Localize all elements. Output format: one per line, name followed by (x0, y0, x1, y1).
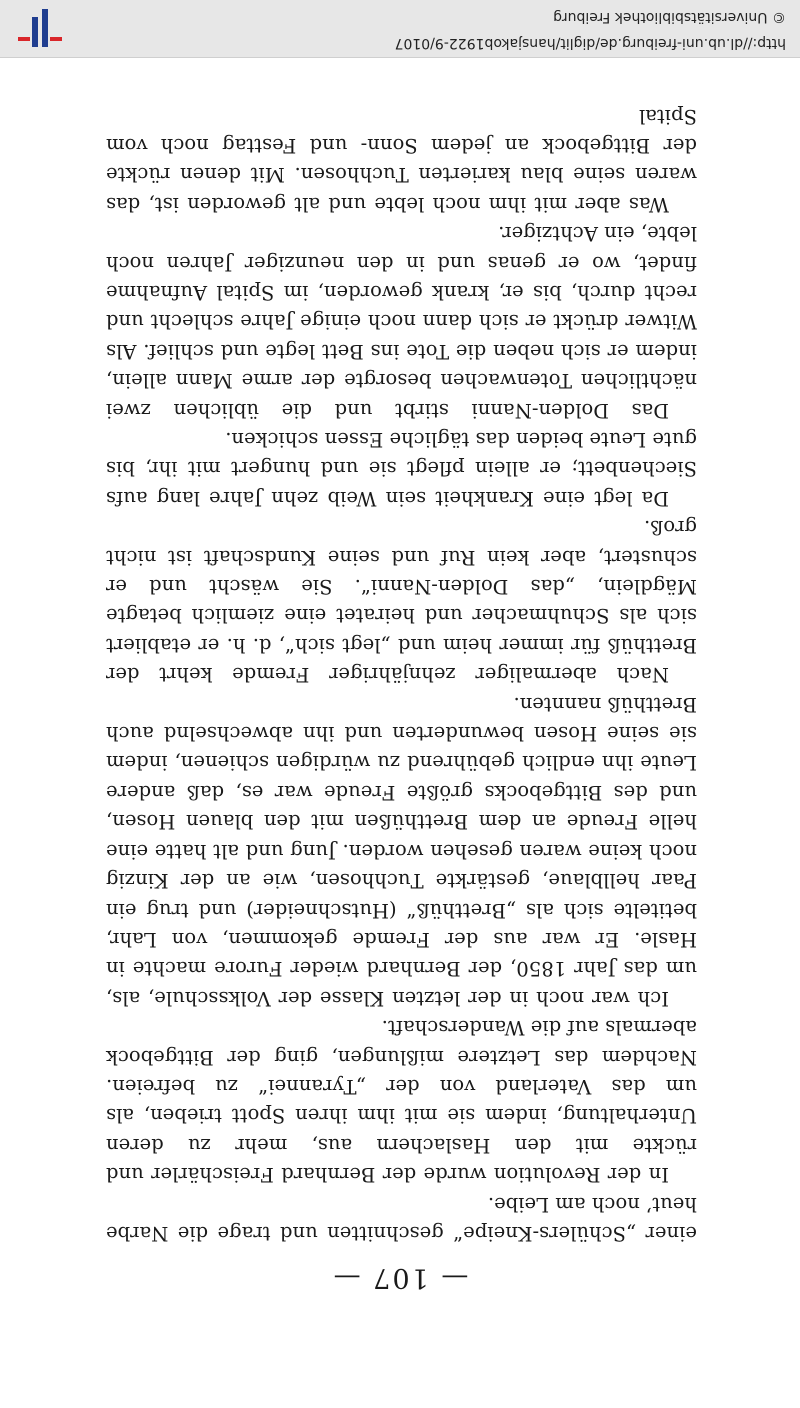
paragraph: Nach abermaliger zehnjähriger Fremde kehrt der Bretthüß für immer heim und „legt sich“, d. h. er etabliert sich als Schuhmacher und heiratet eine ziemlich betagte Mägdlein, „das Dolden-Nanni“. Sie wäscht und er schustert, aber kein Ruf und seine Kundschaft ist nicht groß. (106, 516, 697, 687)
paragraph: Da legt eine Krankheit sein Weib zehn Jahre lang aufs Siechenbett; er allein pflegt sie und hungert mit ihr, bis gute Leute beiden das tägliche Essen schicken. (106, 428, 697, 510)
ub-freiburg-logo-icon (14, 7, 62, 49)
permalink-url[interactable]: http://dl.ub.uni-freiburg.de/diglit/hansjakob1922-9/0107 (394, 35, 786, 51)
paragraph: Ich war noch in der letzten Klasse der Volksschule, als, um das Jahr 1850, der Bernhard wieder Furore machte in Hasle. Er war aus der Fremde gekommen, von Lahr, betitelte sich als „Bretthüß“ (Hutschneider) und trug ein Paar hellblaue, gestärkte Tuchhosen, wie an der Kinzig noch keine waren gesehen worden. Jung und alt hatte eine helle Freude an dem Bretthüßen mit den blauen Hosen, und des Bittgebocks größte Freude war es, daß andere Leute ihn endlich gebührend zu würdigen schienen, indem sie seine Hosen bewunderten und ihn abwechselnd auch Bretthüß nannten. (106, 692, 697, 1010)
paragraph: Das Dolden-Nanni stirbt und die üblichen zwei nächtlichen Totenwachen besorgte der arme Mann allein, indem er sich neben die Tote ins Bett legte und schlief. Als Witwer drückt er sich dann noch einige Jahre schlecht und recht durch, bis er, krank geworden, im Spital Aufnahme findet, wo er genas und in den neunziger Jahren noch lebte, ein Achtziger. (106, 222, 697, 422)
book-page-scan (0, 58, 800, 1408)
logo-red-bar-left (50, 37, 62, 41)
logo-blue-bar (42, 9, 48, 47)
footer-bar (0, 0, 800, 58)
page-number: — 107 — (331, 1262, 469, 1293)
logo-red-bar-right (18, 37, 30, 41)
logo-blue-bar (32, 17, 38, 47)
paragraph: einer „Schülers-Kneipe“ geschnitten und trage die Narbe heut’ noch am Leibe. (106, 1192, 697, 1245)
paragraph: In der Revolution wurde der Bernhard Freischärler und rückte mit den Haslachern aus, mehr zu deren Unterhaltung, indem sie mit ihm ihren Spott trieben, als um das Vaterland von der „Tyrannei“ zu befreien. Nachdem das Letztere mißlungen, ging der Bittgebock abermals auf die Wanderschaft. (106, 1016, 697, 1187)
page-body (106, 101, 697, 1248)
copyright-notice: © Universitätsbibliothek Freiburg (553, 9, 786, 25)
paragraph: Was aber mit ihm noch lebte und alt geworden ist, das waren seine blau karierten Tuchhosen. Mit denen rückte der Bittgebock an jedem Sonn- und Festtag noch vom Spital (106, 104, 697, 216)
